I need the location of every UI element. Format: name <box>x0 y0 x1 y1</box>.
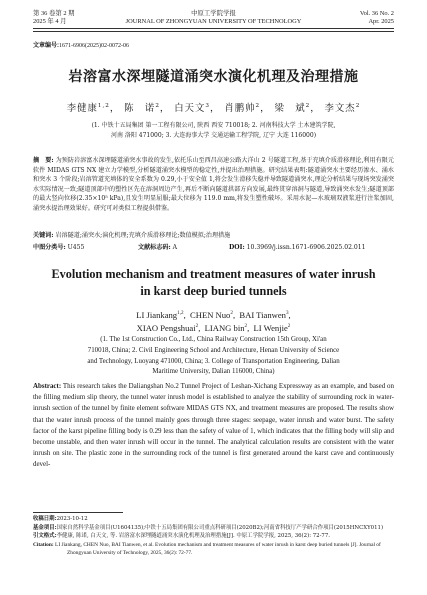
header-journal-name-cn: 中原工学院学报 <box>191 10 236 17</box>
header-date-cn: 2025 年 4 月 <box>33 18 67 25</box>
author-en: CHEN Nuo$^2$ <box>190 310 233 320</box>
clc-number: 中图分类号: U455 <box>33 244 85 251</box>
title-en-line: Evolution mechanism and treatment measures of water inrush <box>51 267 376 281</box>
authors-chinese: 李健康$^{1,2}$， 陈 诺$^2$， 白天文$^3$， 肖鹏帅$^2$， 梁 斌$^2$， 李文杰$^2$ <box>66 102 361 114</box>
affiliation-cn-line: 河南 洛阳 471000; 3. 大连海事大学 交通运输工程学院, 辽宁 大连 116000) <box>110 131 317 139</box>
footnote-rule <box>33 512 123 513</box>
author-cn: 肖鹏帅$^2$ <box>224 102 261 114</box>
authors-en-line: XIAO Pengshuai$^2$, LIANG bin$^2$, LI Wenjie$^2$ <box>136 323 291 333</box>
footnote-received: 收稿日期:2023-10-12 <box>33 516 88 522</box>
author-en: BAI Tianwen$^3$ <box>239 310 289 320</box>
title-en-line: in karst deep buried tunnels <box>140 284 287 298</box>
author-cn: 梁 斌$^2$ <box>274 102 311 114</box>
affiliation-cn-line: (1. 中铁十五局集团 第一工程有限公司, 陕西 西安 710018; 2. 河南科技大学 土木建筑学院, <box>91 122 336 129</box>
abstract-en-label: Abstract: <box>33 382 62 390</box>
article-number-value: 1671-6906(2025)02-0072-06 <box>59 43 129 49</box>
affiliation-en-line: and Technology, Luoyang 471000, China; 3. College of Transportation Engineering, Dalian <box>87 357 340 365</box>
keywords-cn-text: 岩溶隧道;涌突水;演化机理;充填介质滑移理论;数值模拟;治理措施 <box>55 232 231 239</box>
affiliations-chinese <box>50 121 377 140</box>
article-number <box>33 40 129 49</box>
author-cn: 李文杰$^2$ <box>324 102 361 114</box>
footnote-citation-cn: 引文格式:李健康, 陈诺, 白天文, 等. 岩溶富水深埋隧道涌突水演化机理及治理措施[J]. 中原工学院学报, 2025, 36(2): 72-77. <box>33 533 330 540</box>
header-volume-en <box>360 10 394 26</box>
footnote-citation-en: Citation: LI Jiankang, CHEN Nuo, BAI Tianwen, et al. Evolution mechanism and treatment measures of water inrush in karst deep buried tunnels [J]. Journal of Zhongyuan University of Technology, 2025, 36(2): 72-77. <box>33 541 381 557</box>
authors-en-line: LI Jiankang$^{1,2}$, CHEN Nuo$^2$, BAI Tianwen$^3$, <box>136 310 291 320</box>
header-journal-name <box>33 10 394 26</box>
header-rule-thin <box>33 31 394 32</box>
author-en: LIANG bin$^2$ <box>204 323 248 333</box>
authors-english <box>0 309 427 335</box>
author-en: LI Jiankang$^{1,2}$ <box>136 310 184 320</box>
header-rule-thick <box>33 28 394 29</box>
abstract-cn-label: 摘 要: <box>33 157 54 164</box>
author-cn: 白天文$^3$ <box>174 102 210 114</box>
author-cn: 李健康$^{1,2}$ <box>66 102 110 114</box>
abstract-chinese <box>33 156 394 214</box>
affiliation-en-line: (1. The 1st Construction Co., Ltd., China Railway Construction 15th Group, Xi'an <box>100 336 327 343</box>
header-volume-issue-cn: 第 36 卷第 2 期 <box>33 10 75 17</box>
document-code: 文献标志码: A <box>138 244 178 251</box>
title-english <box>0 266 427 300</box>
author-en: XIAO Pengshuai$^2$ <box>136 323 199 333</box>
article-number-label: 文章编号: <box>33 43 59 49</box>
abstract-en-text: This research takes the Daliangshan No.2 Tunnel Project of Leshan-Xichang Expressway as an example, and based on the filling medium slip theory, the tunnel water inrush model is established to analyze the stability of surrounding rock in water-inrush section of the tunnel by finite element software MIDAS GTS NX, and treatment measures are proposed. The results show that the water inrush process of the tunnel mainly goes through three stages: seepage, water inrush and water burst. The safety factor of the karst pipeline filling body is 0.29 less than the safety of value of 1, which indicates that the filling body will slip and become unstable, and then water inrush will occur in the tunnel. The analytical calculation results are consistent with the water inrush on site. The plastic zone in the surrounding rock of the tunnel is first generated around the karst cave and continuously devel- <box>33 382 394 469</box>
affiliations-english <box>40 335 387 378</box>
header-journal-name-en: JOURNAL OF ZHONGYUAN UNIVERSITY OF TECHNOLOGY <box>125 18 302 25</box>
footnotes <box>33 515 394 558</box>
keywords-chinese <box>33 231 394 241</box>
footnote-fund: 基金项目:国家自然科学基金项目(U1604135);中铁十五局集团有限公司重点科研项目(2020B2);河南省科技厅产学研合作项目(2015HNCXY011) <box>33 524 384 531</box>
affiliation-en-line: 710018, China; 2. Civil Engineering School and Architecture, Henan University of Science <box>87 346 340 354</box>
author-en: LI Wenjie$^2$ <box>253 323 291 333</box>
keywords-cn-label: 关键词: <box>33 232 54 239</box>
doi: DOI: 10.3969/j.issn.1671-6906.2025.02.011 <box>229 244 366 251</box>
abstract-english <box>33 381 394 471</box>
title-chinese: 岩溶富水深埋隧道涌突水演化机理及治理措施 <box>68 69 359 85</box>
header-volume-issue-en: Vol. 36 No. 2 <box>359 10 394 17</box>
abstract-cn-text: 为预防岩溶富水深埋隧道涌突水事故的发生,依托乐山至西昌高速公路大洋山 2 号隧道工程,基于充填介质滑移理论,利用有限元软件 MIDAS GTS NX 建立力学模型,分析隧道涌突水模型的稳定性,并提出治理措施。研究结果表明:隧道涌突水主要经历渗水、涌水和突水 3 个阶段;岩溶管道充填体的安全系数为 0.29,小于安全值 1,将会发生滑移失稳并导致隧道涌突水,理论分析结果与现场突发涌突水实际情况一致;隧道顶部中的塑性区先在溶洞周边产生,再后不断向隧道拱部方向发展,最终贯穿溶洞与隧道,导致涌突水发生;隧道顶部的最大竖向位移(2.35×10⁵ kPa),且发生明显屈服;最大位移为 119.0 mm,将发生塑性破坏。采用水泥—水玻璃双液浆进行注浆加固,涌突水提治理效果好。研究可对类似工程提供借鉴。 <box>33 157 395 212</box>
author-cn: 陈 诺$^2$ <box>124 102 160 114</box>
affiliation-en-line: Maritime University, Dalian 116000, China) <box>152 368 275 376</box>
header-date-en: Apr. 2025 <box>368 18 394 25</box>
